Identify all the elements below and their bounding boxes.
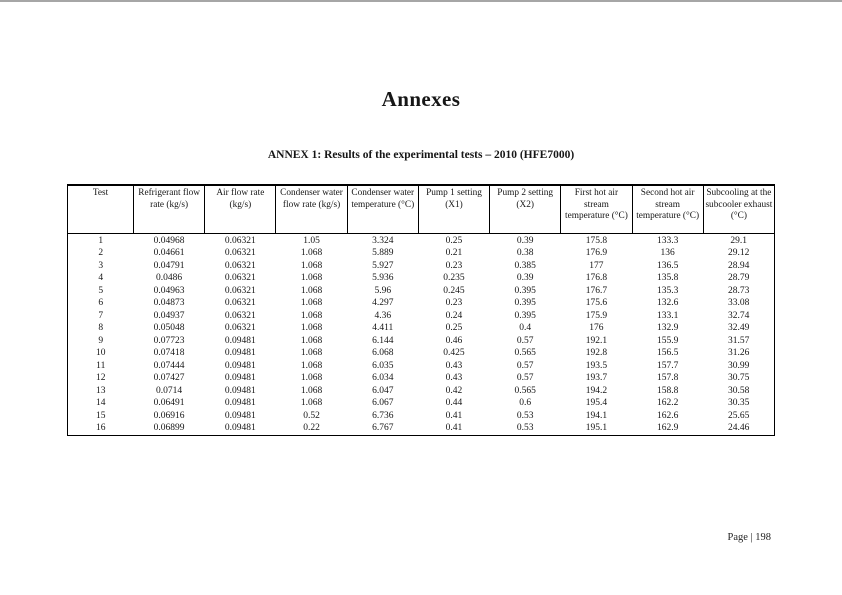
table-cell: 6.067 [372,398,394,408]
table-cell: 14 [96,398,106,408]
table-cell: 0.04968 [153,235,185,246]
table-cell: 0.22 [303,423,320,433]
table-row [68,260,775,273]
table-cell: 195.4 [585,398,608,408]
table-cell: 16 [96,423,106,433]
table-cell: 0.57 [516,360,534,371]
table-cell: 193.7 [585,373,608,383]
table-cell: 0.46 [445,335,463,346]
table-cell: 5.927 [372,260,394,271]
table-cell: 0.0714 [156,385,183,396]
table-cell: 0.06321 [224,298,256,308]
table-cell: 175.6 [585,298,608,308]
table-cell: 0.06491 [153,398,185,408]
table-cell: 0.06916 [153,410,185,421]
table-row [68,247,775,260]
table-header [68,185,775,233]
table-cell: 136.5 [656,260,679,271]
table-cell: 4.411 [372,323,394,333]
table-cell: 133.1 [656,310,679,321]
table-header-cell: Condenser water temperature (°C) [347,185,418,233]
table-cell: 1.068 [300,398,323,408]
table-cell: 0.09481 [224,423,256,433]
table-cell: 176.7 [585,285,608,296]
table-cell: 162.2 [656,398,679,408]
table-cell: 0.25 [445,235,463,246]
table-row [68,285,775,298]
table-cell: 31.57 [727,335,750,346]
table-cell: 176 [589,323,604,333]
table-cell: 0.04937 [153,310,185,321]
table-cell: 0.245 [443,285,465,296]
table-cell: 5.936 [372,273,394,283]
table-cell: 1.068 [300,348,323,358]
table-cell: 6.767 [372,423,394,433]
table-cell: 162.6 [656,410,679,421]
table-cell: 5.96 [374,285,392,296]
table-cell: 32.49 [727,323,750,333]
table-cell: 0.395 [514,310,536,321]
table-cell: 6.035 [372,360,394,371]
table-cell: 6.034 [372,373,394,383]
table-cell: 0.07418 [153,348,185,358]
table-header-cell: First hot air stream temperature (°C) [561,185,632,233]
table-cell: 12 [96,373,106,383]
table-cell: 0.07427 [153,373,185,383]
table-cell: 1 [98,235,104,246]
table-cell: 28.73 [727,285,750,296]
table-cell: 9 [98,335,104,346]
table-cell: 0.09481 [224,398,256,408]
table-cell: 1.068 [300,298,323,308]
table-cell: 28.94 [727,260,750,271]
table-cell: 5.889 [372,248,394,258]
table-cell: 0.06899 [153,423,185,433]
table-cell: 1.068 [300,273,323,283]
table-cell: 0.39 [516,273,534,283]
table-cell: 0.385 [514,260,536,271]
table-header-cell: Subcooling at the subcooler exhaust (°C) [703,185,774,233]
table-cell: 192.8 [585,348,608,358]
table-row [68,385,775,398]
table-cell: 132.6 [656,298,679,308]
table-row [68,422,775,435]
table-cell: 0.06321 [224,248,256,258]
table-cell: 29.12 [727,248,750,258]
table-cell: 176.9 [585,248,608,258]
table-cell: 0.09481 [224,373,256,383]
table-cell: 0.39 [516,235,534,246]
table-cell: 0.04661 [153,248,185,258]
table-row [68,347,775,360]
table-cell: 0.07444 [153,360,185,371]
table-cell: 0.09481 [224,335,256,346]
table-cell: 0.41 [445,423,463,433]
annex1-results-table-container [67,184,775,436]
table-cell: 1.068 [300,260,323,271]
table-cell: 0.52 [303,410,320,421]
table-cell: 11 [96,360,106,371]
table-header-cell: Refrigerant flow rate (kg/s) [134,185,205,233]
table-cell: 0.0486 [156,273,183,283]
table-cell: 0.06321 [224,235,256,246]
table-cell: 3 [98,260,104,271]
table-header-row [68,185,775,233]
table-cell: 0.43 [445,373,463,383]
table-cell: 31.26 [727,348,750,358]
table-cell: 1.068 [300,373,323,383]
table-cell: 0.04963 [153,285,185,296]
table-cell: 0.23 [445,260,463,271]
table-cell: 30.35 [727,398,750,408]
table-cell: 0.53 [516,423,534,433]
table-cell: 28.79 [727,273,750,283]
table-cell: 157.7 [656,360,679,371]
table-cell: 0.09481 [224,385,256,396]
table-cell: 6.047 [372,385,394,396]
page-title: Annexes [381,87,461,111]
annex-heading: ANNEX 1: Results of the experimental tests – 2010 (HFE7000) [267,149,575,161]
table-cell: 194.1 [585,410,608,421]
table-cell: 0.38 [516,248,534,258]
table-cell: 1.068 [300,360,323,371]
table-row [68,310,775,323]
table-cell: 192.1 [585,335,608,346]
page-top-divider [0,0,842,2]
table-header-cell: Second hot air stream temperature (°C) [632,185,703,233]
table-row [68,397,775,410]
table-cell: 25.65 [727,410,750,421]
table-cell: 10 [96,348,106,358]
table-cell: 1.068 [300,285,323,296]
table-cell: 7 [98,310,104,321]
table-cell: 6.736 [372,410,394,421]
table-cell: 33.08 [727,298,750,308]
table-cell: 1.068 [300,323,323,333]
table-cell: 132.9 [656,323,679,333]
table-cell: 0.24 [445,310,463,321]
table-cell: 1.05 [303,235,320,246]
table-cell: 0.235 [443,273,465,283]
table-cell: 29.1 [730,235,747,246]
table-cell: 135.8 [656,273,679,283]
table-cell: 177 [589,260,604,271]
table-cell: 0.565 [514,385,536,396]
table-row [68,372,775,385]
table-cell: 136 [660,248,675,258]
table-cell: 0.04791 [153,260,185,271]
table-cell: 6.144 [372,335,394,346]
table-cell: 0.57 [516,335,534,346]
table-cell: 0.06321 [224,260,256,271]
table-cell: 3.324 [372,235,394,246]
table-cell: 176.8 [585,273,608,283]
table-cell: 15 [96,410,106,421]
table-cell: 135.3 [656,285,679,296]
table-cell: 0.07723 [153,335,185,346]
table-row [68,335,775,348]
table-cell: 0.41 [445,410,463,421]
table-cell: 0.04873 [153,298,185,308]
table-cell: 0.42 [445,385,463,396]
table-header-cell: Pump 1 setting (X1) [418,185,489,233]
table-cell: 0.09481 [224,410,256,421]
table-cell: 30.75 [727,373,750,383]
table-cell: 0.23 [445,298,463,308]
table-cell: 4.36 [374,310,392,321]
table-cell: 0.05048 [153,323,185,333]
table-cell: 0.565 [514,348,536,358]
table-cell: 1.068 [300,310,323,321]
table-cell: 6 [98,298,104,308]
table-header-cell: Condenser water flow rate (kg/s) [276,185,347,233]
table-cell: 0.06321 [224,310,256,321]
table-cell: 2 [98,248,104,258]
table-cell: 8 [98,323,104,333]
table-cell: 1.068 [300,248,323,258]
table-row [68,410,775,423]
table-cell: 0.395 [514,298,536,308]
table-header-cell: Pump 2 setting (X2) [490,185,561,233]
table-cell: 193.5 [585,360,608,371]
table-cell: 175.8 [585,235,608,246]
annex1-results-table [67,184,775,436]
table-cell: 0.4 [519,323,532,333]
table-row [68,360,775,373]
table-cell: 4.297 [372,298,394,308]
table-cell: 6.068 [372,348,394,358]
table-cell: 158.8 [656,385,679,396]
table-cell: 0.09481 [224,348,256,358]
table-cell: 162.9 [656,423,679,433]
table-row [68,272,775,285]
table-body [68,233,775,435]
table-cell: 30.58 [727,385,750,396]
table-cell: 1.068 [300,385,323,396]
table-cell: 0.09481 [224,360,256,371]
table-row [68,322,775,335]
table-cell: 0.57 [516,373,534,383]
table-cell: 0.43 [445,360,463,371]
table-row [68,297,775,310]
table-cell: 0.425 [443,348,465,358]
table-cell: 5 [98,285,104,296]
table-cell: 156.5 [656,348,679,358]
table-cell: 0.06321 [224,273,256,283]
table-cell: 0.395 [514,285,536,296]
table-cell: 0.6 [519,398,532,408]
table-cell: 0.25 [445,323,463,333]
table-cell: 0.44 [445,398,463,408]
table-cell: 195.1 [585,423,608,433]
table-cell: 0.21 [445,248,463,258]
table-header-cell: Test [68,185,134,233]
table-cell: 13 [96,385,106,396]
table-cell: 1.068 [300,335,323,346]
table-cell: 4 [98,273,104,283]
table-cell: 30.99 [727,360,750,371]
table-cell: 32.74 [727,310,750,321]
table-cell: 24.46 [727,423,750,433]
table-row [68,233,775,247]
table-cell: 133.3 [656,235,679,246]
table-cell: 157.8 [656,373,679,383]
table-header-cell: Air flow rate (kg/s) [205,185,276,233]
table-cell: 0.06321 [224,285,256,296]
table-cell: 155.9 [656,335,679,346]
table-cell: 0.53 [516,410,534,421]
table-cell: 175.9 [585,310,608,321]
table-cell: 0.06321 [224,323,256,333]
page-number: Page | 198 [727,532,771,543]
table-cell: 194.2 [585,385,608,396]
